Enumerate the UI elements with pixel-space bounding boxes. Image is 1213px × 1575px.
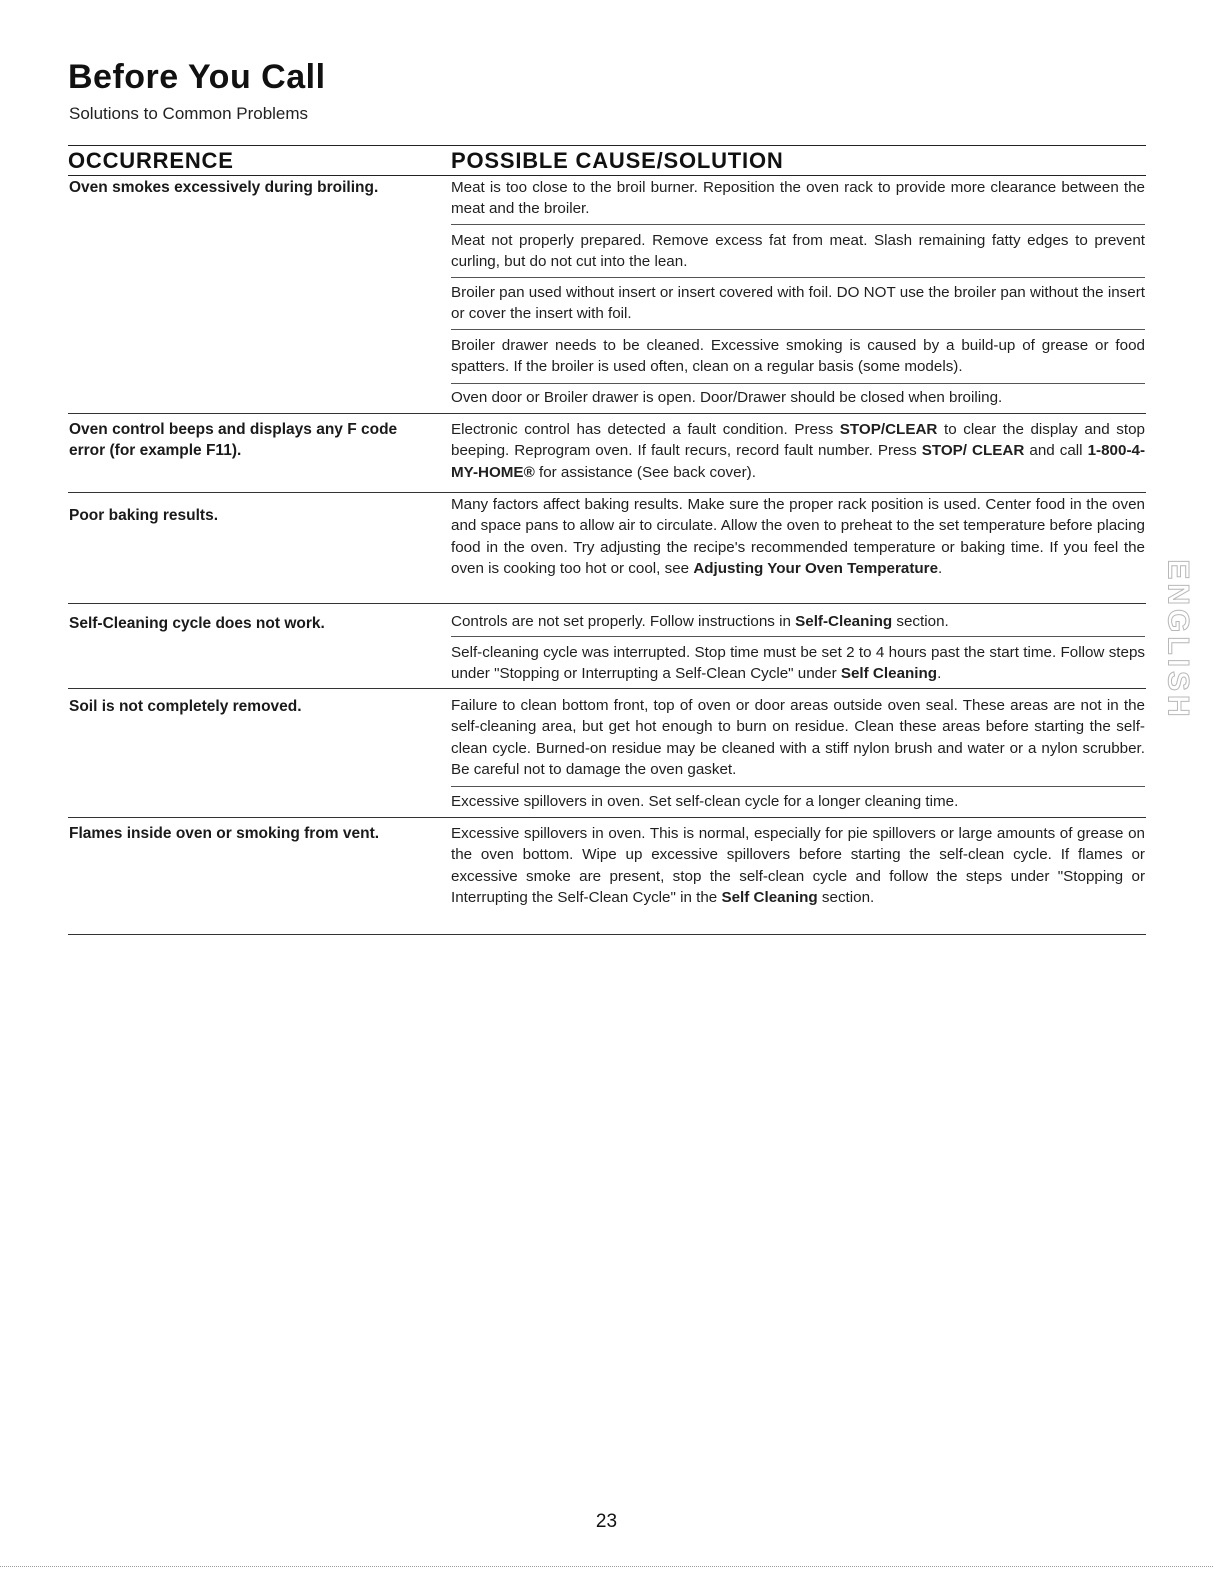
occurrence-text: Oven control beeps and displays any F code error (for example F11).: [69, 421, 398, 459]
table-row: [68, 493, 1146, 604]
table-row: [68, 604, 1146, 689]
page-subtitle: Solutions to Common Problems: [69, 104, 309, 123]
page-title: Before You Call: [68, 58, 326, 96]
occurrence-text: Soil is not completely removed.: [69, 698, 302, 715]
language-side-tab: [1156, 559, 1200, 721]
solution-text: Controls are not set properly. Follow instructions in Self-Cleaning section.: [451, 611, 1145, 637]
occurrence-text: Poor baking results.: [69, 507, 219, 524]
page-number: 23: [595, 1511, 618, 1532]
language-label: ENGLISH: [1162, 559, 1196, 721]
table-row: [68, 175, 1146, 414]
solution-text: Self-cleaning cycle was interrupted. Stop time must be set 2 to 4 hours past the start time. Follow steps under "Stopping or Interrupting a Self-Clean Cycle" under Self Cleaning.: [451, 644, 1145, 683]
table-row: [68, 414, 1146, 493]
occurrence-header: OCCURRENCE: [68, 148, 234, 173]
occurrence-text: Oven smokes excessively during broiling.: [69, 179, 379, 196]
table-header: [68, 145, 1146, 176]
solution-text: Electronic control has detected a fault condition. Press STOP/CLEAR to clear the display and stop beeping. Reprogram oven. If fault recurs, record fault number. Press STOP/ CLEAR and call 1-800-4-MY-HOME® for assistance (See back cover).: [451, 421, 1146, 481]
occurrence-text: Self-Cleaning cycle does not work.: [69, 615, 325, 632]
solution-text: Excessive spillovers in oven. Set self-clean cycle for a longer cleaning time.: [451, 793, 959, 810]
solution-text: Excessive spillovers in oven. This is normal, especially for pie spillovers or large amounts of grease on the oven bottom. Wipe up excessive spillovers before starting the self-clean cycle. If flames or excessive smoke are present, stop the self-clean cycle and follow the steps under "Stopping or Interrupting the Self-Clean Cycle" in the Self Cleaning section.: [451, 825, 1145, 906]
solution-text: Many factors affect baking results. Make sure the proper rack position is used. Center food in the oven and space pans to allow air to circulate. Allow the oven to preheat to the set temperature before placing food in the oven. Try adjusting the recipe's recommended temperature or baking time. If you feel the oven is cooking too hot or cool, see Adjusting Your Oven Temperature.: [451, 496, 1145, 577]
solution-text: Meat not properly prepared. Remove excess fat from meat. Slash remaining fatty edges to prevent curling, but do not cut into the lean.: [451, 230, 1145, 278]
bottom-border: [0, 1566, 1213, 1567]
table-row: [68, 818, 1146, 935]
solution-text: Broiler drawer needs to be cleaned. Excessive smoking is caused by a build-up of grease or food spatters. If the broiler is used often, clean on a regular basis (some models).: [451, 335, 1145, 384]
solution-text: Oven door or Broiler drawer is open. Door/Drawer should be closed when broiling.: [451, 389, 1003, 406]
solution-text: Broiler pan used without insert or insert covered with foil. DO NOT use the broiler pan without the insert or cover the insert with foil.: [451, 282, 1145, 330]
solution-text: Meat is too close to the broil burner. Reposition the oven rack to provide more clearance between the meat and the broiler.: [451, 177, 1145, 225]
solution-header: POSSIBLE CAUSE/SOLUTION: [451, 148, 784, 173]
solution-text: Failure to clean bottom front, top of oven or door areas outside oven seal. These areas are not in the self-cleaning area, but get hot enough to burn on residue. Clean these areas before starting the self-clean cycle. Burned-on residue may be cleaned with a stiff nylon brush and water or a nylon scrubber. Be careful not to damage the oven gasket.: [451, 695, 1145, 787]
occurrence-text: Flames inside oven or smoking from vent.: [69, 825, 380, 842]
table-row: [68, 689, 1146, 818]
